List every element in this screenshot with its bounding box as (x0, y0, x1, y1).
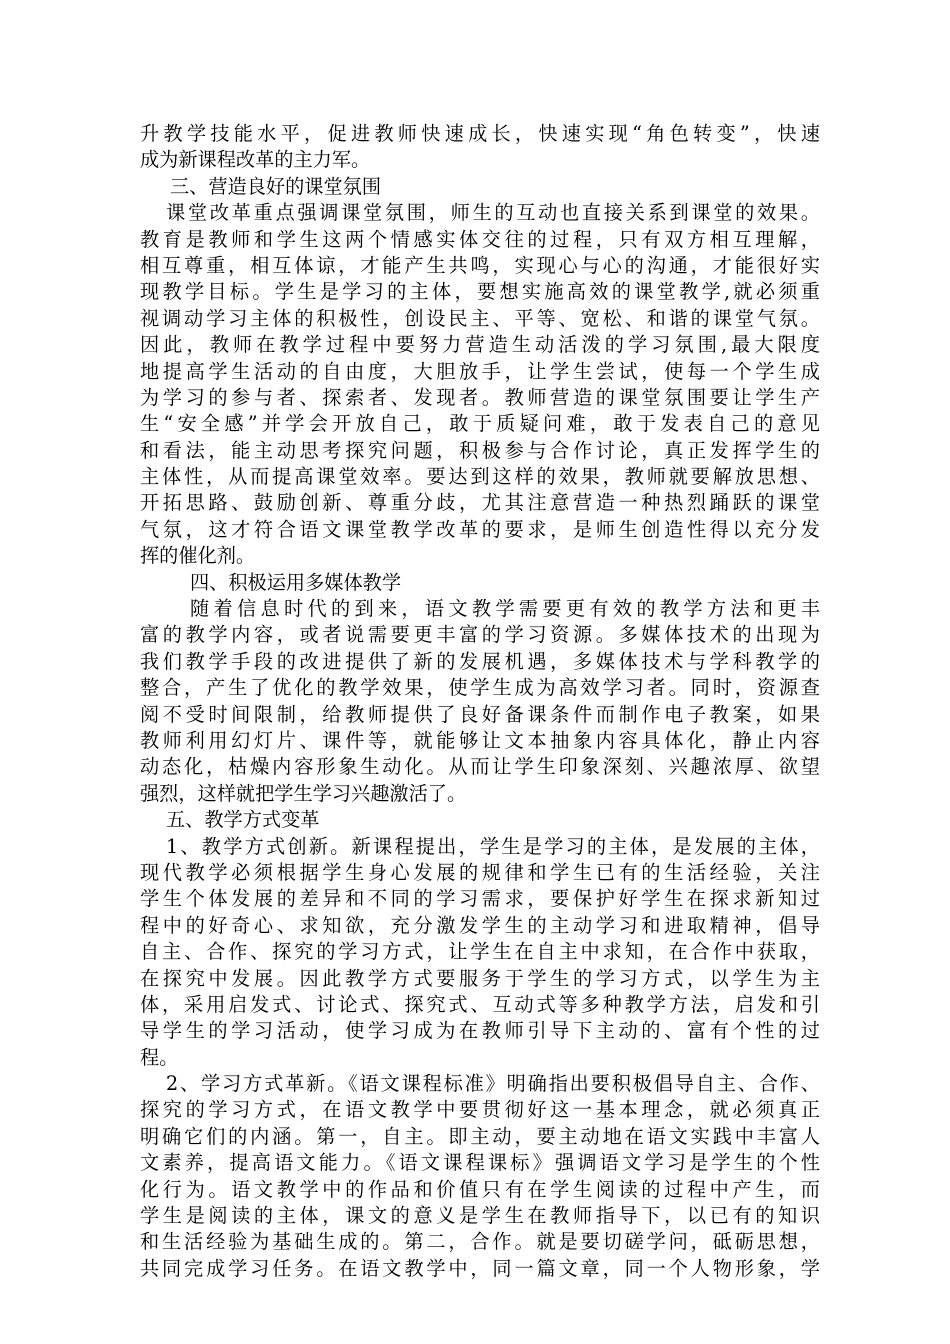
text-line: 文素养，提高语文能力。《语文课程课标》强调语文学习是学生的个性 (140, 1151, 820, 1175)
text-line: 课堂改革重点强调课堂氛围，师生的互动也直接关系到课堂的效果。 (166, 201, 820, 225)
text-line: 地提高学生活动的自由度，大胆放手，让学生尝试，使每一个学生成 (140, 359, 820, 383)
text-line: 为学习的参与者、探索者、发现者。教师营造的课堂氛围要让学生产 (140, 385, 820, 409)
text-line: 主体性，从而提高课堂效率。要达到这样的效果，教师就要解放思想、 (140, 465, 820, 489)
text-line: 挥的催化剂。 (140, 544, 256, 568)
document-page (140, 121, 820, 1282)
paragraph (140, 596, 820, 807)
text-line: 在探究中发展。因此教学方式要服务于学生的学习方式，以学生为主 (140, 966, 820, 990)
section-heading (140, 807, 820, 833)
text-line: 气氛，这才符合语文课堂教学改革的要求，是师生创造性得以充分发 (140, 517, 820, 541)
text-line: 学生是阅读的主体，课文的意义是学生在教师指导下，以已有的知识 (140, 1204, 820, 1228)
text-line: 因此，教师在教学过程中要努力营造生动活泼的学习氛围,最大限度 (140, 333, 820, 357)
text-line: 我们教学手段的改进提供了新的发展机遇，多媒体技术与学科教学的 (140, 649, 820, 673)
text-line: 现代教学必须根据学生身心发展的规律和学生已有的生活经验，关注 (140, 860, 820, 884)
text-line: 1、教学方式创新。新课程提出，学生是学习的主体，是发展的主体， (166, 834, 820, 858)
text-line: 视调动学习主体的积极性，创设民主、平等、宽松、和谐的课堂气氛。 (140, 306, 820, 330)
text-line: 阅不受时间限制，给教师提供了良好备课条件而制作电子教案，如果 (140, 702, 820, 726)
text-line: 升教学技能水平，促进教师快速成长，快速实现“角色转变”，快速 (140, 122, 820, 145)
text-line: 化行为。语文教学中的作品和价值只有在学生阅读的过程中产生，而 (140, 1177, 820, 1201)
text-line: 教育是教师和学生这两个情感实体交往的过程，只有双方相互理解， (140, 227, 820, 251)
text-line: 和看法，能主动思考探究问题，积极参与合作讨论，真正发挥学生的 (140, 438, 820, 462)
section-heading (140, 174, 820, 200)
text-line: 和生活经验为基础生成的。第二，合作。就是要切磋学问，砥砺思想， (140, 1230, 820, 1254)
paragraph (140, 121, 820, 174)
paragraph (140, 200, 820, 569)
text-line: 2、学习方式革新。《语文课程标准》明确指出要积极倡导自主、合作、 (166, 1072, 820, 1096)
text-line: 探究的学习方式，在语文教学中要贯彻好这一基本理念，就必须真正 (140, 1098, 820, 1122)
text-line: 明确它们的内涵。第一，自主。即主动，要主动地在语文实践中丰富人 (140, 1124, 820, 1148)
text-line: 体，采用启发式、讨论式、探究式、互动式等多种教学方法，启发和引 (140, 992, 820, 1016)
paragraph (140, 1071, 820, 1282)
text-line: 生“安全感”并学会开放自己，敢于质疑问难，敢于发表自己的意见 (140, 412, 820, 436)
text-line: 随着信息时代的到来，语文教学需要更有效的教学方法和更丰 (190, 597, 820, 621)
text-line: 强烈，这样就把学生学习兴趣激活了。 (140, 781, 467, 805)
text-line: 五、教学方式变革 (166, 808, 320, 832)
text-line: 教师利用幻灯片、课件等，就能够让文本抽象内容具体化，静止内容 (140, 728, 820, 752)
text-line: 四、积极运用多媒体教学 (190, 570, 402, 594)
text-line: 成为新课程改革的主力军。 (140, 148, 371, 172)
text-line: 开拓思路、鼓励创新、尊重分歧，尤其注意营造一种热烈踊跃的课堂 (140, 491, 820, 515)
text-line: 相互尊重，相互体谅，才能产生共鸣，实现心与心的沟通，才能很好实 (140, 253, 820, 277)
text-line: 整合，产生了优化的教学效果，使学生成为高效学习者。同时，资源查 (140, 676, 820, 700)
text-line: 导学生的学习活动，使学习成为在教师引导下主动的、富有个性的过 (140, 1019, 820, 1043)
text-line: 学生个体发展的差异和不同的学习需求，要保护好学生在探求新知过 (140, 887, 820, 911)
section-heading (140, 570, 820, 596)
text-line: 程。 (140, 1045, 179, 1069)
text-line: 三、营造良好的课堂氛围 (170, 174, 382, 198)
text-line: 程中的好奇心、求知欲，充分激发学生的主动学习和进取精神，倡导 (140, 913, 820, 937)
text-line: 动态化，枯燥内容形象生动化。从而让学生印象深刻、兴趣浓厚、欲望 (140, 755, 820, 779)
text-line: 现教学目标。学生是学习的主体，要想实施高效的课堂教学,就必须重 (140, 280, 820, 304)
text-line: 富的教学内容，或者说需要更丰富的学习资源。多媒体技术的出现为 (140, 623, 820, 647)
text-line: 自主、合作、探究的学习方式，让学生在自主中求知，在合作中获取， (140, 940, 820, 964)
paragraph (140, 834, 820, 1072)
text-line: 共同完成学习任务。在语文教学中，同一篇文章，同一个人物形象，学 (140, 1256, 820, 1280)
